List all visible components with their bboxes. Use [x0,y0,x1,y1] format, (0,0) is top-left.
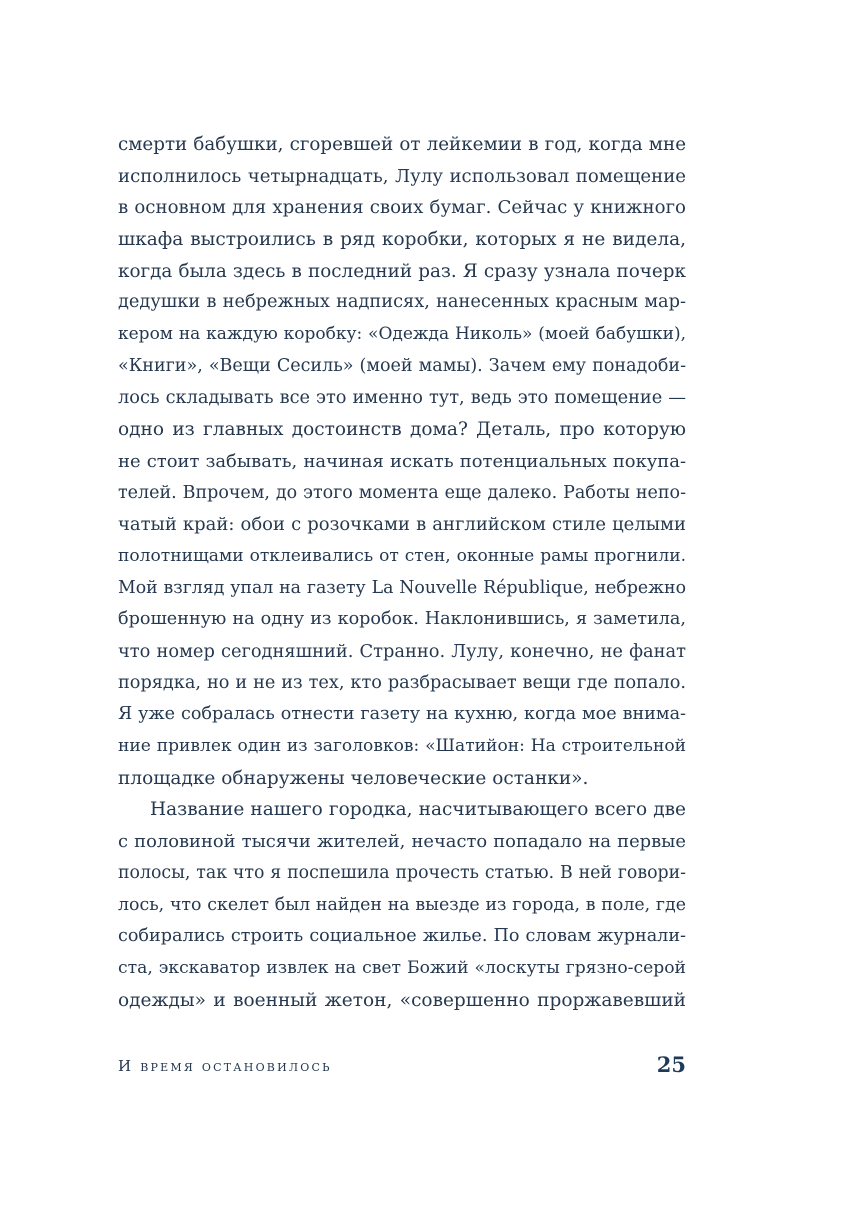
text-line: что номер сегодняшний. Странно. Лулу, конечно, не фанат [118,641,686,662]
running-footer-title: И время остановилось [118,1057,332,1075]
text-line: исполнилось четырнадцать, Лулу использовал помещение [118,165,686,187]
paragraph-end-line: площадке обнаружены человеческие останки». [118,767,589,789]
text-line: кером на каждую коробку: «Одежда Николь» (моей бабушки), [118,324,686,345]
text-line: «Книги», «Вещи Сесиль» (моей мамы). Зачем ему понадоби- [118,355,686,376]
text-line: Я уже собралась отнести газету на кухню, когда мое внима- [118,704,686,725]
text-line: полосы, так что я поспешила прочесть статью. В ней говори- [118,862,686,883]
text-line: одно из главных достоинств дома? Деталь, про которую [118,419,686,441]
text-line: Мой взгляд упал на газету La Nouvelle République, небрежно [118,577,686,598]
text-line: не стоит забывать, начиная искать потенциальных покупа- [118,450,686,472]
text-line: брошенную на одну из коробок. Наклонившись, я заметила, [118,609,686,630]
text-line: шкафа выстроились в ряд коробки, которых я не видела, [118,229,686,251]
text-line: одежды» и военный жетон, «совершенно проржавевший [118,989,686,1011]
text-line: лось складывать все это именно тут, ведь это помещение — [118,387,686,408]
text-line: в основном для хранения своих бумаг. Сейчас у книжного [118,197,686,219]
text-line: собирались строить социальное жилье. По словам журнали- [118,926,686,947]
text-line: чатый край: обои с розочками в английском стиле целыми [118,514,686,536]
text-line: лось, что скелет был найден на выезде из города, в поле, где [118,894,686,915]
text-line: дедушки в небрежных надписях, нанесенных красным мар- [118,292,686,313]
text-line: ние привлек один из заголовков: «Шатийон: На строительной [118,736,686,757]
text-line: порядка, но и не из тех, кто разбрасывает вещи где попало. [118,672,686,693]
text-line: когда была здесь в последний раз. Я сразу узнала почерк [118,260,686,282]
text-line: с половиной тысячи жителей, нечасто попадало на первые [118,831,686,853]
text-line: телей. Впрочем, до этого момента еще далеко. Работы непо- [118,482,686,503]
paragraph-start-line: Название нашего городка, насчитывающего всего две [150,799,686,821]
text-line: смерти бабушки, сгоревшей от лейкемии в год, когда мне [118,134,686,155]
text-line: ста, экскаватор извлек на свет Божий «лоскуты грязно-серой [118,957,686,978]
body-text [118,129,686,1016]
text-line: полотнищами отклеивались от стен, оконные рамы прогнили. [118,545,686,566]
page-number: 25 [656,1052,686,1077]
